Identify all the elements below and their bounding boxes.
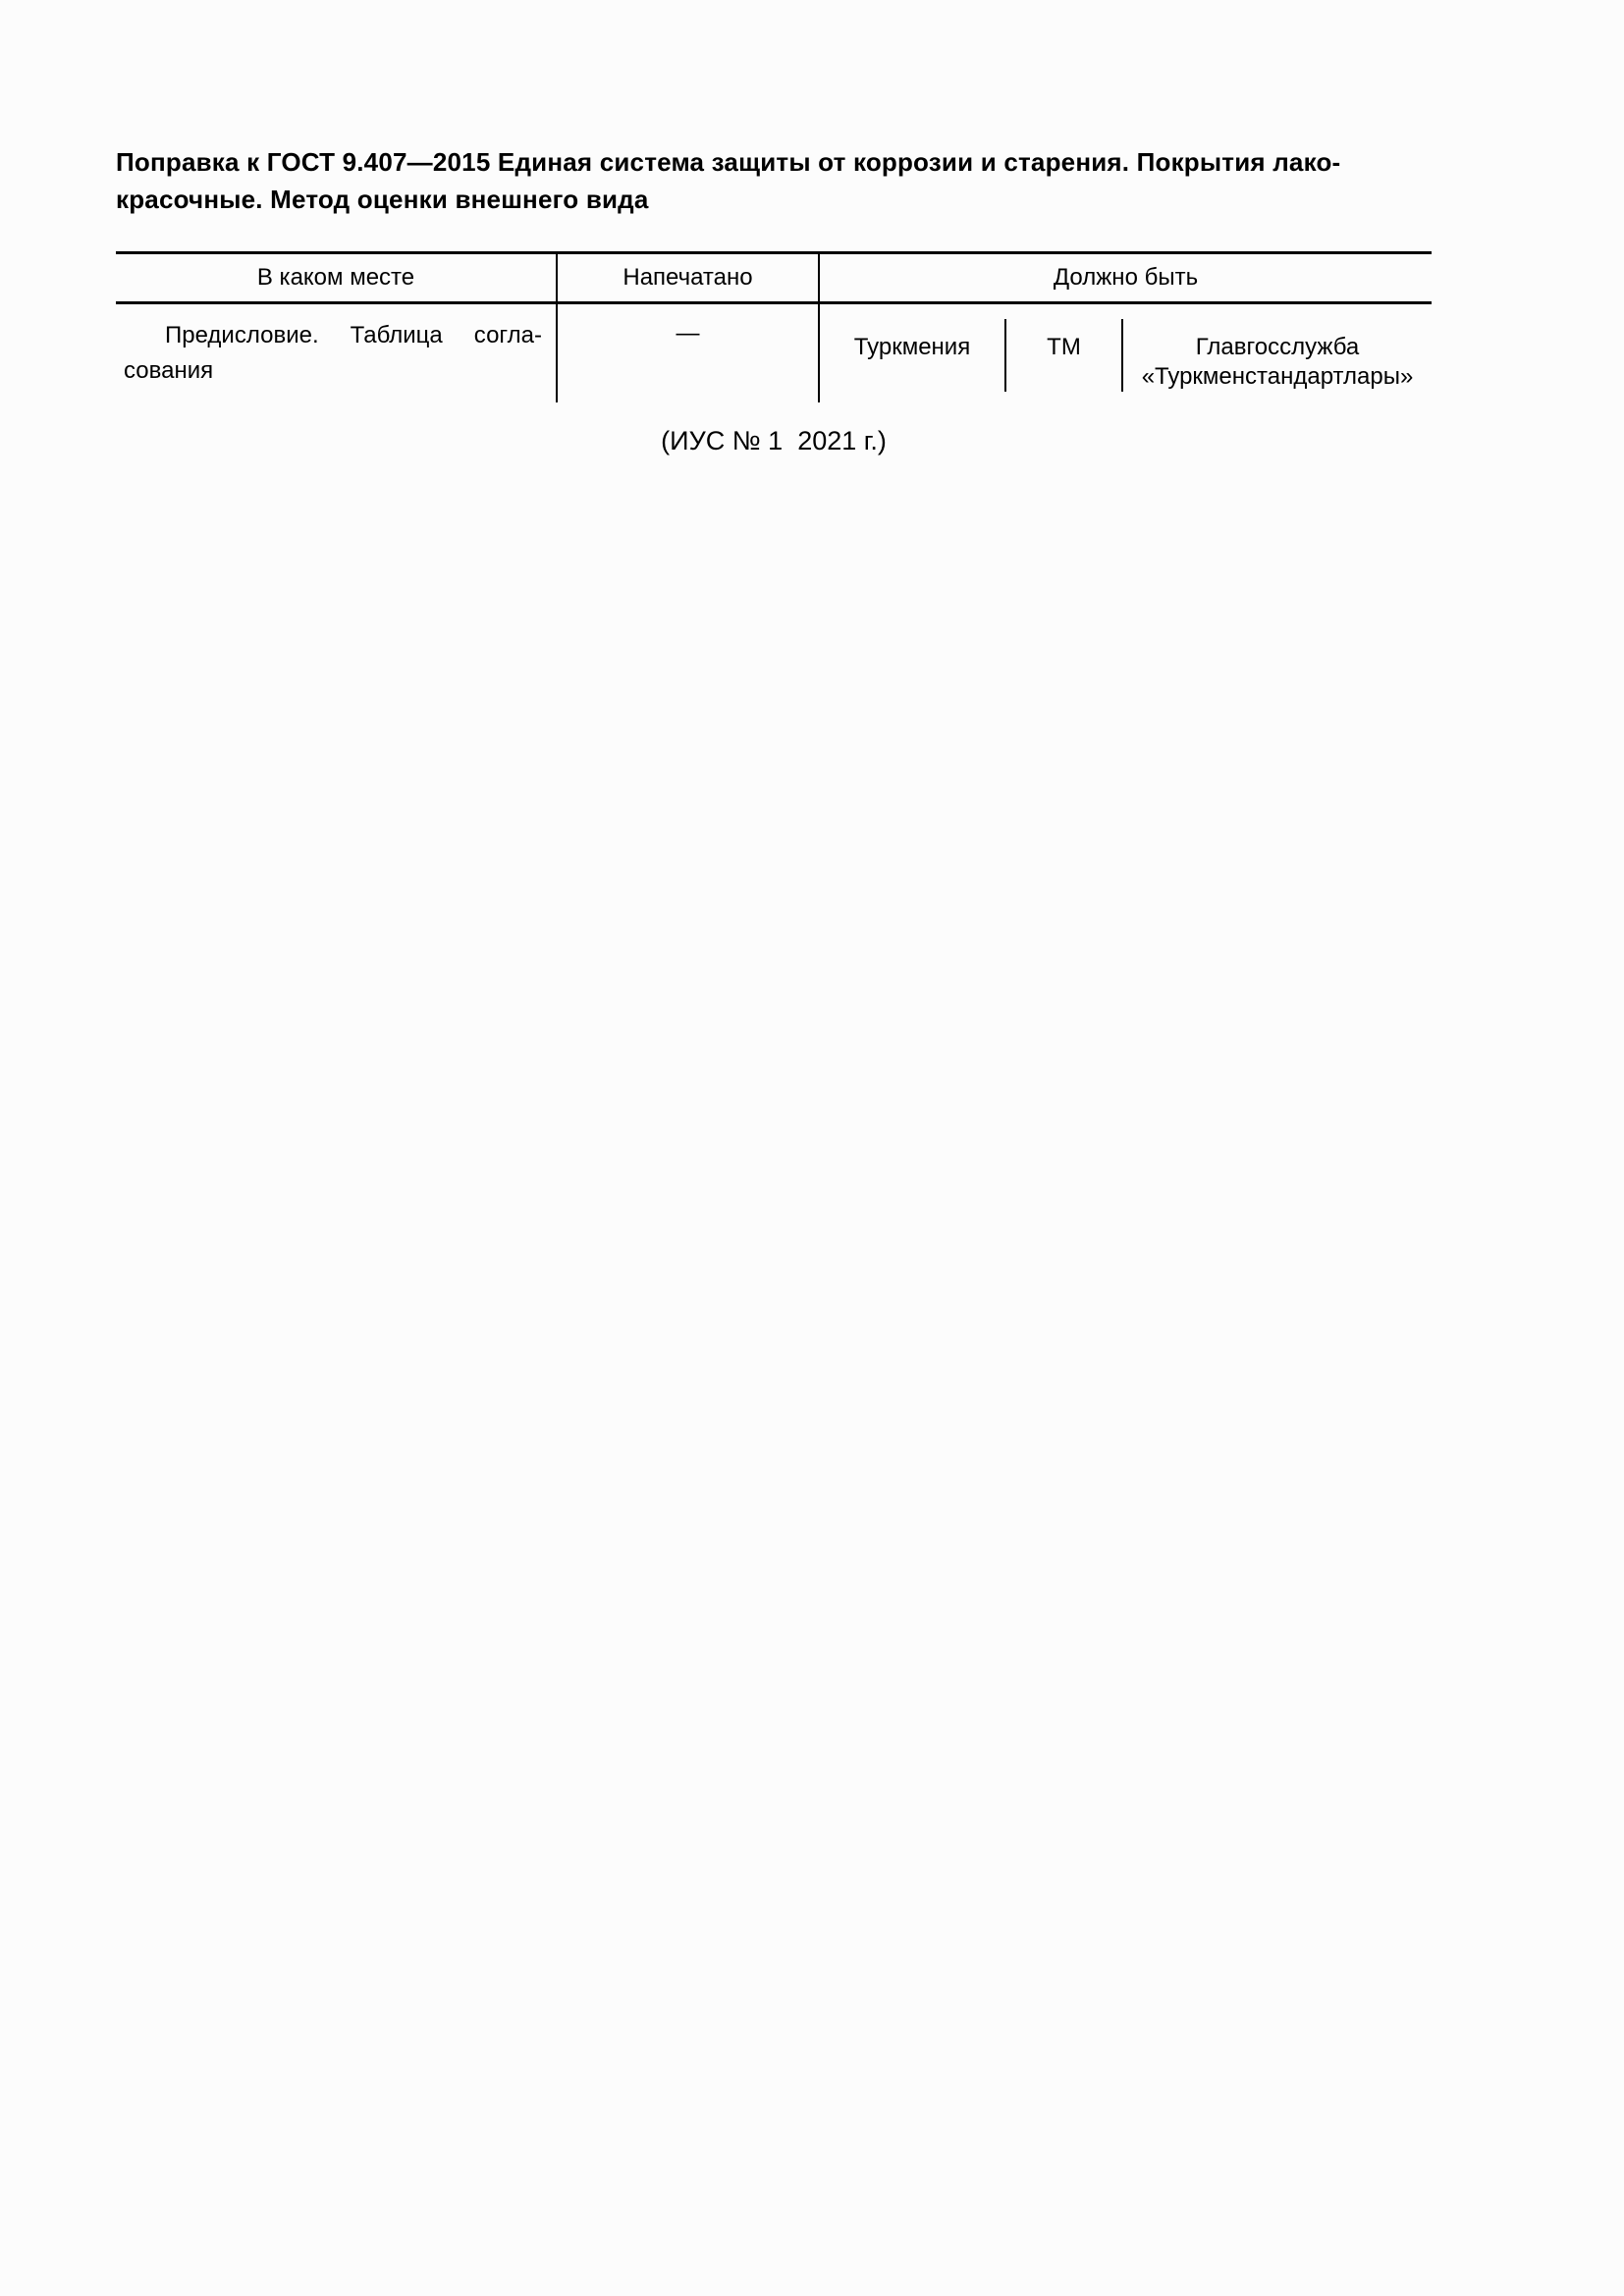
country-code: TM	[1004, 319, 1121, 392]
cell-should-be	[819, 303, 1432, 403]
table-header-row	[116, 253, 1432, 303]
table-row	[116, 303, 1432, 403]
printed-text: —	[676, 320, 700, 347]
header-printed: Напечатано	[557, 253, 819, 303]
standards-body-line1: Главгосслужба	[1195, 334, 1360, 360]
amendment-title: Поправка к ГОСТ 9.407—2015 Единая система защиты от коррозии и старения. Покрытия лако-красочные. Метод оценки внешнего вида	[116, 147, 1341, 214]
amendment-table	[116, 251, 1432, 402]
cell-printed	[557, 303, 819, 403]
header-place: В каком месте	[116, 253, 557, 303]
issue-reference: (ИУС № 1 2021 г.)	[661, 426, 887, 455]
header-should-be: Должно быть	[819, 253, 1432, 303]
place-text: Предисловие. Таблица согла-сования	[124, 322, 542, 384]
standards-body-line2: «Туркменстандартлары»	[1141, 363, 1414, 390]
country-name: Туркмения	[853, 334, 971, 360]
should-be-grid	[820, 319, 1432, 388]
standards-body	[1121, 319, 1432, 392]
cell-place	[116, 303, 557, 403]
